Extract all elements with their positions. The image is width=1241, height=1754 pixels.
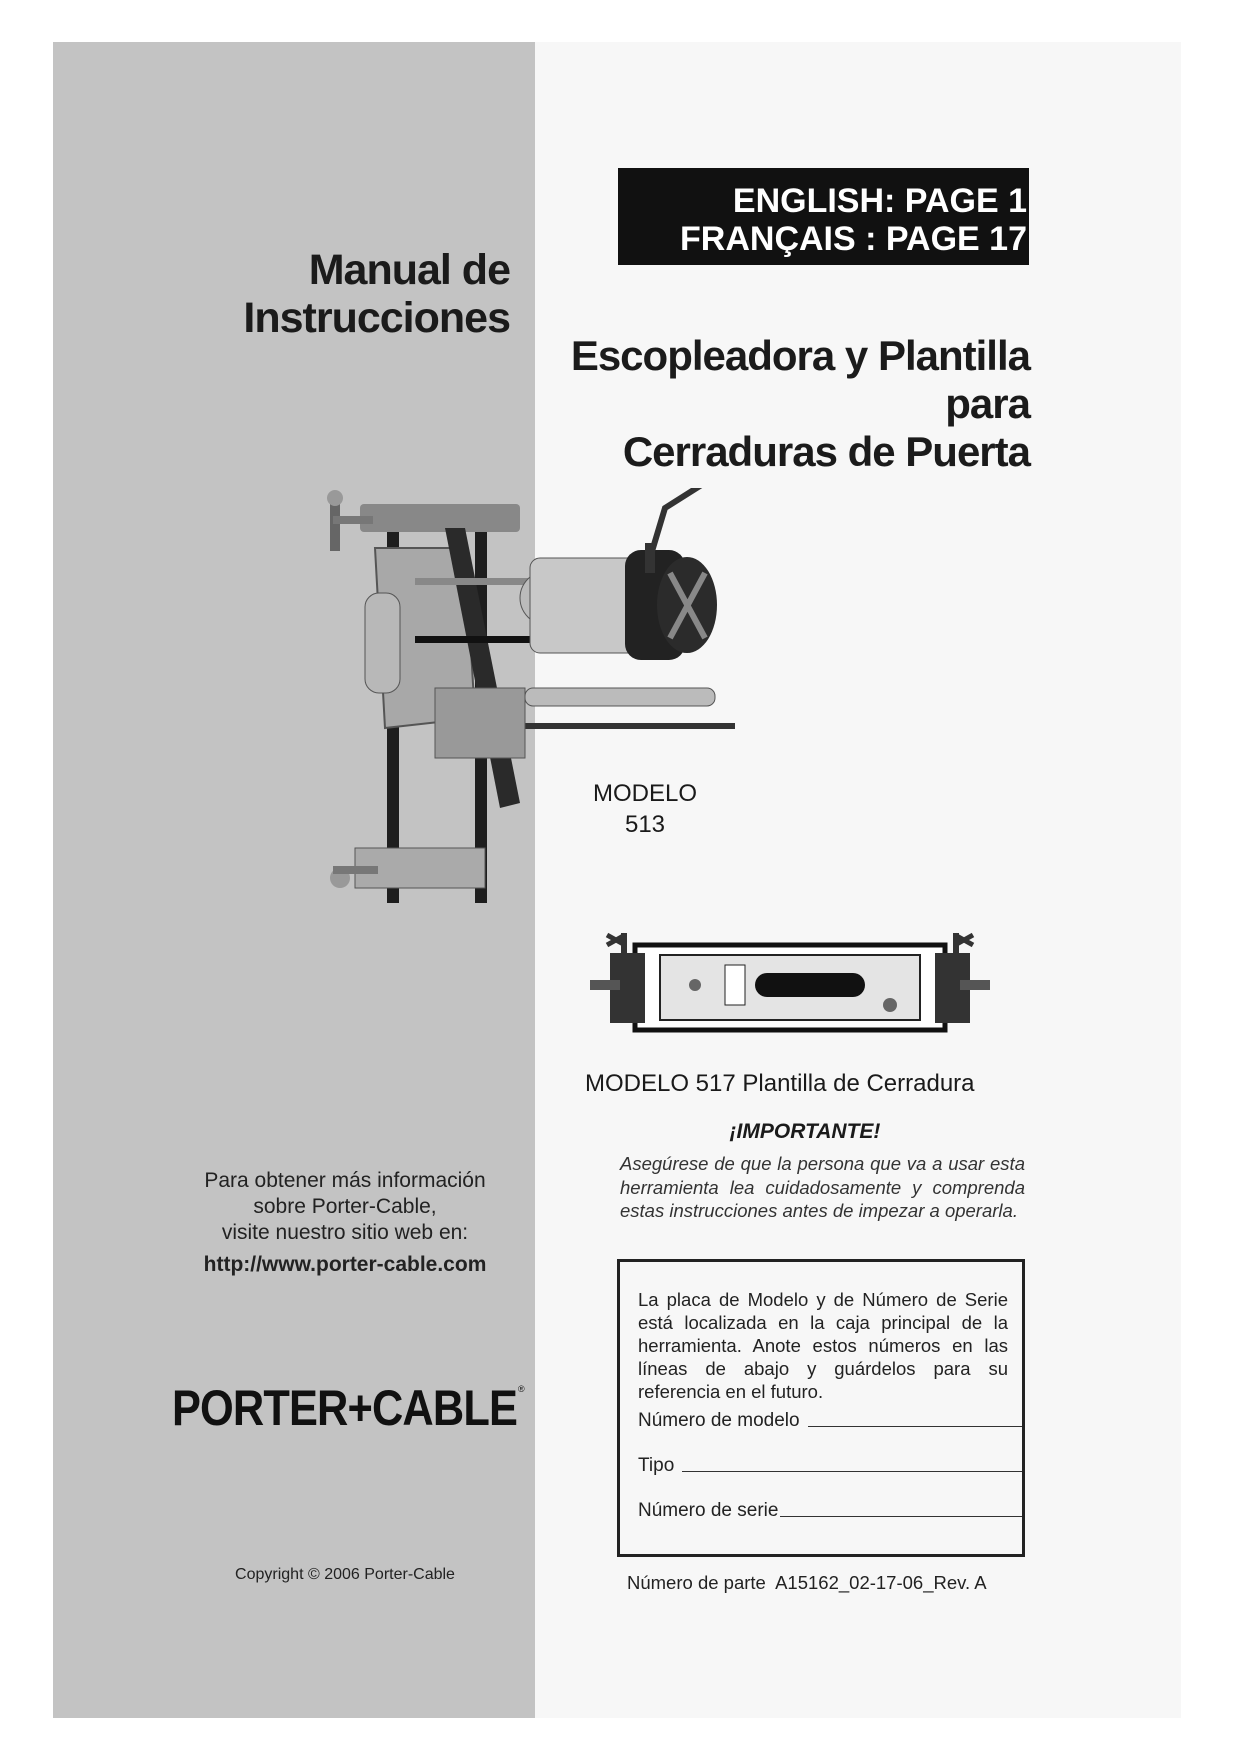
important-heading: ¡IMPORTANTE! bbox=[729, 1120, 881, 1143]
manual-title-line2: Instrucciones bbox=[243, 294, 510, 342]
type-field[interactable] bbox=[638, 1455, 1022, 1477]
model-517-caption: MODELO 517 Plantilla de Cerradura bbox=[585, 1070, 975, 1097]
french-page-ref: FRANÇAIS : PAGE 17 bbox=[680, 220, 1027, 258]
svg-text:®: ® bbox=[518, 1384, 525, 1394]
model-513-label bbox=[585, 778, 705, 840]
svg-text:PORTER+CABLE: PORTER+CABLE bbox=[172, 1380, 517, 1433]
serial-box-text: La placa de Modelo y de Número de Serie está localizada en la caja principal de la herramienta. Anote estos números en las líneas de abajo y guárdelos para su referencia en el futuro. bbox=[638, 1289, 1008, 1402]
type-line bbox=[682, 1471, 1022, 1472]
product-title-line2: para bbox=[945, 380, 1030, 427]
english-page-ref: ENGLISH: PAGE 1 bbox=[732, 182, 1027, 220]
serial-number-field[interactable] bbox=[638, 1500, 1022, 1522]
part-number: Número de parte A15162_02-17-06_Rev. A bbox=[627, 1572, 987, 1593]
model-number-line bbox=[808, 1426, 1022, 1427]
model-label: MODELO bbox=[592, 780, 697, 807]
manual-title-line1: Manual de bbox=[308, 246, 510, 294]
product-title-line3: Cerraduras de Puerta bbox=[622, 428, 1030, 475]
important-text: Asegúrese de que la persona que va a usar esta herramienta lea cuidadosamente y comprenda estas instrucciones antes de impezar a operarla. bbox=[620, 1153, 1025, 1221]
model-number: 513 bbox=[624, 811, 666, 838]
serial-number-box bbox=[617, 1259, 1025, 1557]
info-line1: Para obtener más información bbox=[204, 1169, 486, 1192]
info-line2: sobre Porter-Cable, bbox=[253, 1195, 437, 1218]
serial-number-label: Número de serie bbox=[638, 1500, 779, 1521]
copyright-text: Copyright © 2006 Porter-Cable bbox=[235, 1566, 455, 1583]
porter-cable-logo bbox=[172, 1378, 527, 1433]
model-number-label: Número de modelo bbox=[638, 1410, 800, 1431]
info-line3: visite nuestro sitio web en: bbox=[221, 1221, 469, 1244]
product-title-line1: Escopleadora y Plantilla bbox=[570, 332, 1030, 379]
lock-template-image bbox=[585, 925, 995, 1045]
website-info bbox=[180, 1168, 510, 1246]
language-index-box bbox=[618, 168, 1029, 265]
mortiser-tool-image bbox=[315, 488, 765, 928]
manual-title bbox=[180, 246, 510, 342]
model-number-field[interactable] bbox=[638, 1410, 1022, 1432]
type-label: Tipo bbox=[638, 1455, 675, 1476]
website-url-link[interactable]: http://www.porter-cable.com bbox=[203, 1253, 487, 1276]
product-title bbox=[520, 332, 1030, 476]
serial-number-line bbox=[780, 1516, 1022, 1517]
